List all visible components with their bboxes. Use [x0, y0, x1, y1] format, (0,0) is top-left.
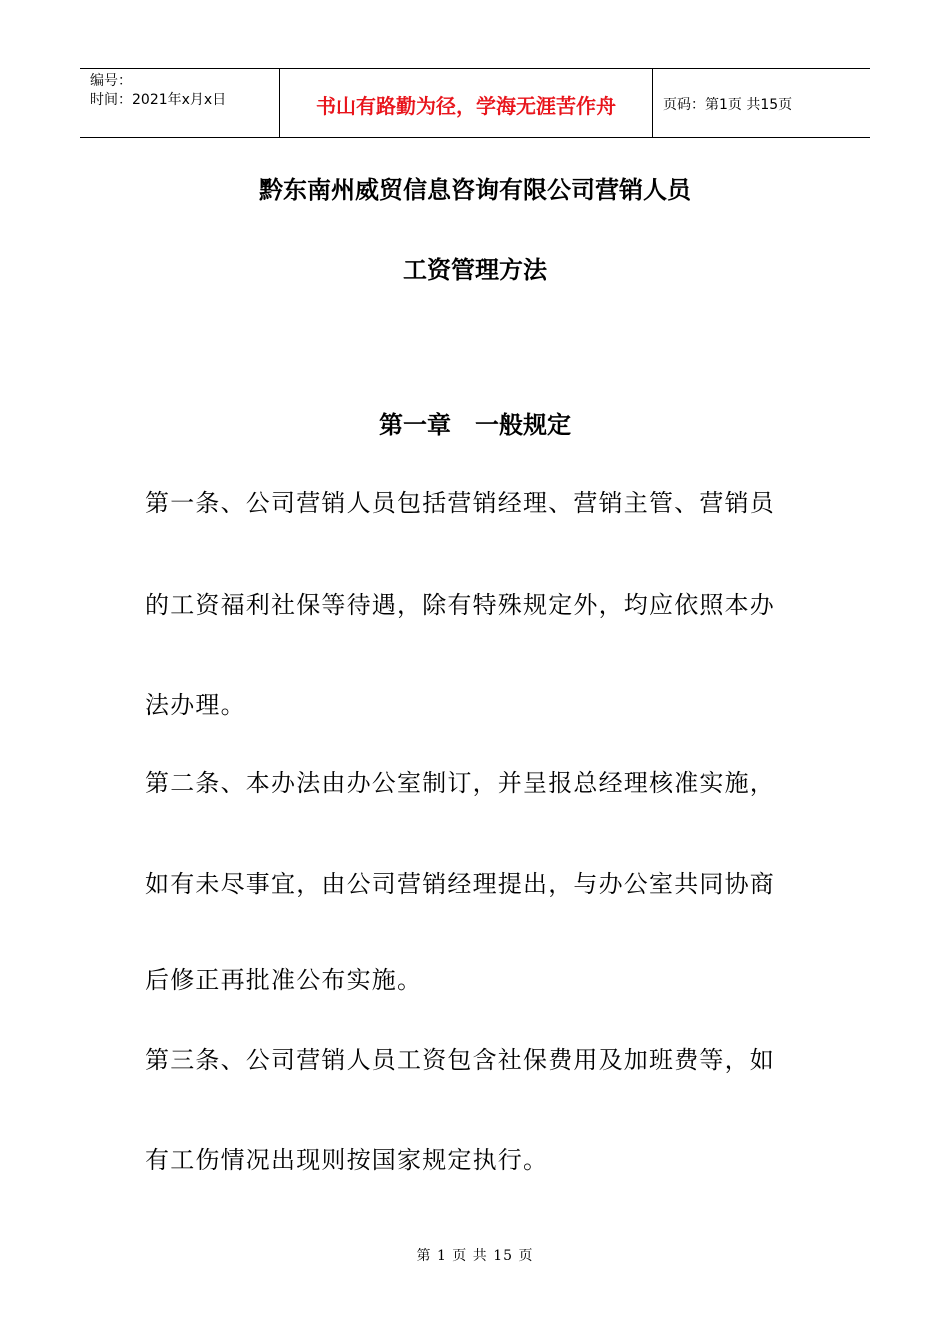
body-line: 第三条、公司营销人员工资包含社保费用及加班费等，如: [145, 1046, 775, 1074]
header-meta: [80, 69, 280, 137]
document-title-line-2: 工资管理方法: [403, 256, 547, 284]
document-number-label: 编号：: [90, 73, 132, 89]
body-line: 第二条、本办法由办公室制订，并呈报总经理核准实施，: [145, 769, 775, 797]
body-line: 有工伤情况出现则按国家规定执行。: [145, 1146, 549, 1174]
body-line: 法办理。: [145, 691, 246, 719]
chapter-heading: [0, 405, 950, 440]
body-line: 后修正再批准公布实施。: [145, 966, 423, 994]
body-line: 第一条、公司营销人员包括营销经理、营销主管、营销员: [145, 489, 775, 517]
document-time: 时间：2021年x月x日: [90, 92, 227, 108]
chapter-number: 第一章: [379, 411, 451, 439]
document-title-line-1: 黔东南州威贸信息咨询有限公司营销人员: [259, 176, 691, 204]
body-line: 如有未尽事宜，由公司营销经理提出，与办公室共同协商: [145, 870, 775, 898]
body-line: 的工资福利社保等待遇，除有特殊规定外，均应依照本办: [145, 591, 775, 619]
header-motto: 书山有路勤为径，学海无涯苦作舟: [280, 69, 653, 137]
chapter-name: 一般规定: [475, 411, 571, 439]
page-footer: 第 1 页 共 15 页: [416, 1248, 534, 1264]
page-header: [80, 68, 870, 138]
header-page-info: 页码：第1页 共15页: [663, 97, 793, 113]
